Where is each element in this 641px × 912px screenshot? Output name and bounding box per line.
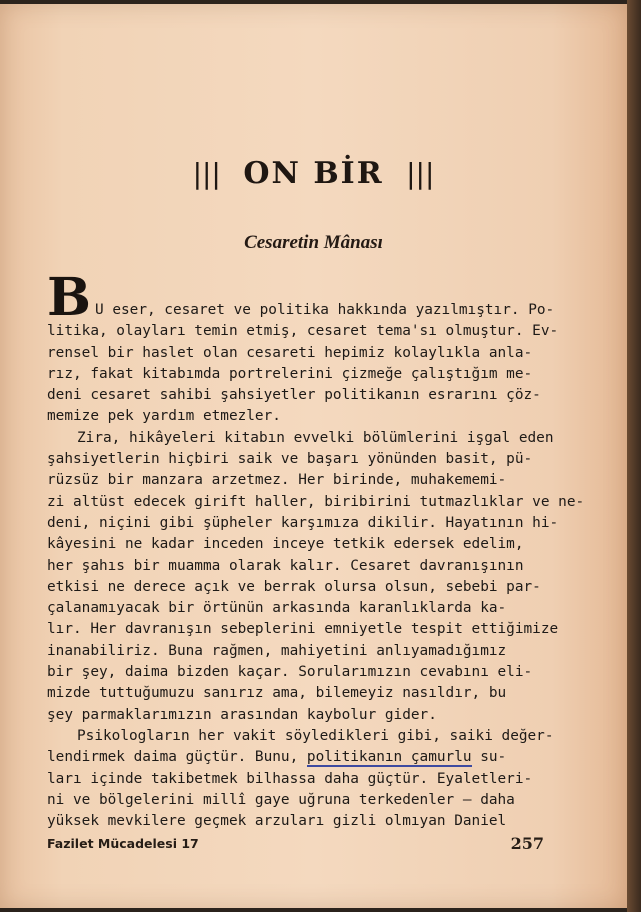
ornament-left: ||| bbox=[192, 157, 221, 190]
text-line: Psikologların her vakit söyledikleri gibi, saiki değer- bbox=[77, 727, 554, 744]
text-span: su- bbox=[471, 749, 507, 766]
page-number: 257 bbox=[510, 834, 544, 853]
text-line: inanabiliriz. Buna rağmen, mahiyetini anlıyamadığımız bbox=[47, 642, 507, 659]
text-span: lendirmek daima güçtür. Bunu, bbox=[47, 749, 307, 766]
book-page bbox=[0, 4, 627, 908]
chapter-subtitle: Cesaretin Mânası bbox=[244, 232, 383, 253]
body-text bbox=[47, 300, 585, 832]
text-line: mizde tuttuğumuzu sanırız ama, bilemeyiz nasıldır, bu bbox=[47, 685, 507, 702]
underlined-phrase: politikanın çamurlu bbox=[306, 749, 472, 766]
chapter-title: ON BİR bbox=[243, 156, 384, 191]
text-line: rüzsüz bir manzara arzetmez. Her birinde, muhakememi- bbox=[47, 472, 507, 489]
text-line: Zira, hikâyeleri kitabın evvelki bölümlerini işgal eden bbox=[77, 429, 554, 446]
text-line: çalanamıyacak bir örtünün arkasında karanlıklarda ka- bbox=[47, 600, 507, 617]
text-line: deni, niçini gibi şüpheler karşımıza dikilir. Hayatının hi- bbox=[47, 514, 559, 531]
text-line: şahsiyetlerin hiçbiri saik ve başarı yönünden basit, pü- bbox=[47, 451, 533, 468]
text-line: her şahıs bir muamma olarak kalır. Cesaret davranışının bbox=[47, 557, 524, 574]
paragraph-2 bbox=[47, 428, 585, 726]
text-line: ları içinde takibetmek bilhassa daha güçtür. Eyaletleri- bbox=[47, 770, 533, 787]
paragraph-1 bbox=[47, 300, 559, 428]
text-line: zi altüst edecek girift haller, biribirini tutmazlıklar ve ne- bbox=[47, 493, 585, 510]
ornament-right: ||| bbox=[406, 157, 435, 190]
text-line: yüksek mevkilere geçmek arzuları gizli olmıyan Daniel bbox=[47, 813, 507, 830]
chapter-heading bbox=[0, 156, 627, 191]
text-line: kâyesini ne kadar inceden inceye tetkik edersek edelim, bbox=[47, 536, 524, 553]
drop-cap: B bbox=[47, 267, 91, 328]
text-line: U eser, cesaret ve politika hakkında yazılmıştır. Po- bbox=[95, 302, 555, 318]
text-line: bir şey, daima bizden kaçar. Sorularımızın cevabını eli- bbox=[47, 664, 533, 681]
book-title: Fazilet Mücadelesi 17 bbox=[47, 836, 199, 851]
text-line: memize pek yardım etmezler. bbox=[47, 408, 281, 425]
text-line: deni cesaret sahibi şahsiyetler politikanın esrarını çöz- bbox=[47, 387, 541, 404]
book-edge bbox=[627, 0, 641, 912]
text-line: rensel bir haslet olan cesareti hepimiz kolaylıkla anla- bbox=[47, 344, 533, 361]
text-line: lır. Her davranışın sebeplerini emniyetle tespit ettiğimize bbox=[47, 621, 559, 638]
text-line bbox=[47, 747, 544, 768]
page-footer bbox=[47, 836, 544, 851]
text-line: şey parmaklarımızın arasından kaybolur gider. bbox=[47, 706, 437, 723]
text-line: ni ve bölgelerini millî gaye uğruna terkedenler — daha bbox=[47, 791, 515, 808]
text-line: etkisi ne derece açık ve berrak olursa olsun, sebebi par- bbox=[47, 578, 541, 595]
paragraph-3 bbox=[47, 726, 554, 832]
text-line: rız, fakat kitabımda portrelerini çizmeğe çalıştığım me- bbox=[47, 365, 533, 382]
text-line: litika, olayları temin etmiş, cesaret tema'sı olmuştur. Ev- bbox=[47, 323, 559, 340]
